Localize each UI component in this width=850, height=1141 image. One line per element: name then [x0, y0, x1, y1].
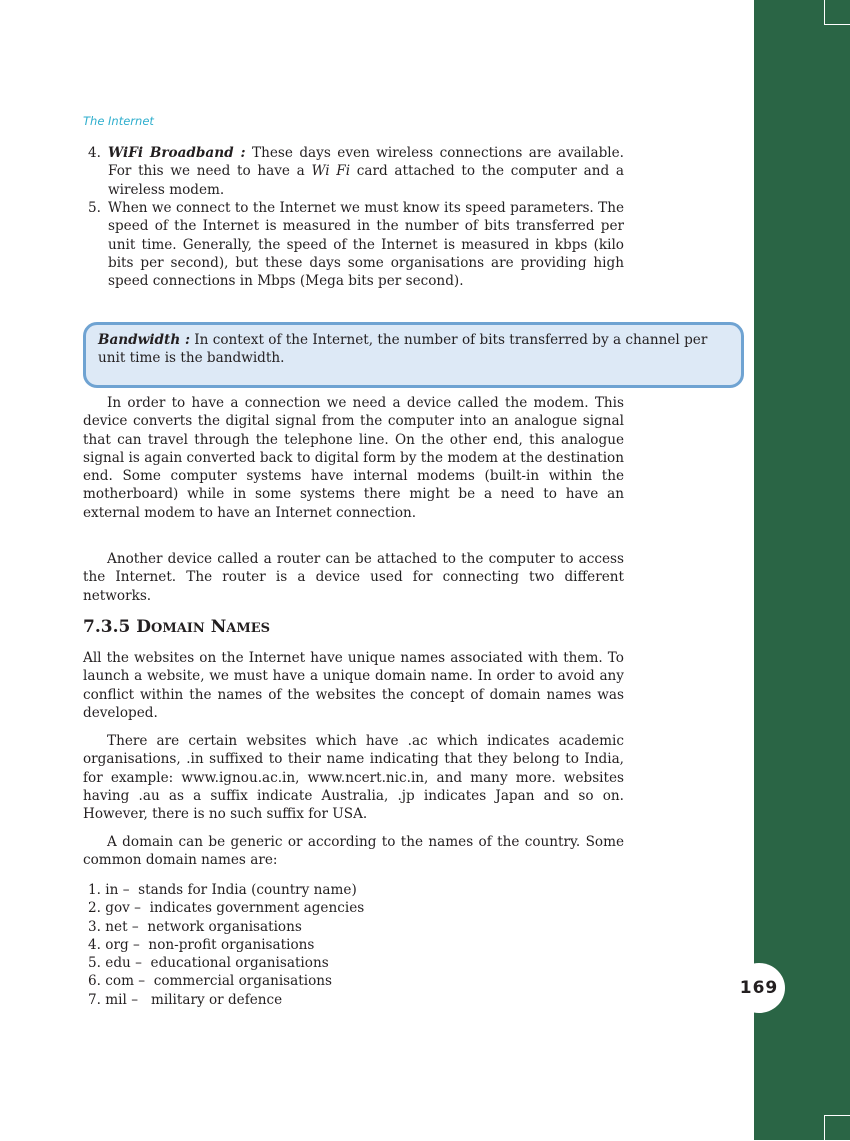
- list-item: 3. net – network organisations: [88, 918, 302, 935]
- list-item-wifi-broadband: [108, 144, 624, 199]
- section-title-part: AMES: [226, 621, 271, 636]
- paragraph-domain-types: A domain can be generic or according to the names of the country. Some common domain names are:: [83, 834, 624, 869]
- paragraph-suffixes: There are certain websites which have .ac which indicates academic organisations, .in suffixed to their name indicating that they belong to India, for example: www.ignou.ac.in, www.ncert.nic.in, and many more. websites having .au as a suffix indicate Australia, .jp indicates Japan and so on. However, there is no such suffix for USA.: [83, 733, 624, 823]
- item-text: These days even wireless connections are available. For this we need to have a: [108, 145, 624, 180]
- paragraph-modem: In order to have a connection we need a device called the modem. This device converts the digital signal from the computer into an analogue signal that can travel through the telephone line. On the other end, this analogue signal is again converted back to digital form by the modem at the destination end. Some computer systems have internal modems (built-in within the motherboard) while in some systems there might be a need to have an external modem to have an Internet connection.: [83, 395, 624, 521]
- page-number: 169: [733, 963, 785, 1013]
- list-item: 2. gov – indicates government agencies: [88, 900, 365, 917]
- section-heading: [83, 617, 270, 637]
- domain-list: [88, 881, 364, 1009]
- section-number: 7.3.5: [83, 617, 131, 637]
- term-wifi-broadband: WiFi Broadband :: [108, 145, 246, 161]
- definition-body: In context of the Internet, the number of bits transferred by a channel per unit time is the bandwidth.: [98, 332, 708, 367]
- definition-box: [83, 322, 744, 388]
- list-item: 5. edu – educational organisations: [88, 955, 329, 972]
- definition-term: Bandwidth :: [98, 332, 190, 348]
- item-text: card attached to the computer and a wireless modem.: [108, 163, 624, 198]
- list-item: 6. com – commercial organisations: [88, 973, 332, 990]
- section-title-part: D: [136, 617, 151, 637]
- section-title-part: OMAIN: [151, 621, 205, 636]
- paragraph-domain-intro: All the websites on the Internet have unique names associated with them. To launch a website, we must have a unique domain name. In order to avoid any conflict within the names of the websites the concept of domain names was developed.: [83, 650, 624, 721]
- list-item: 1. in – stands for India (country name): [88, 882, 357, 898]
- list-item: 7. mil – military or defence: [88, 991, 283, 1008]
- list-item-speed: When we connect to the Internet we must know its speed parameters. The speed of the Internet is measured in the number of bits transferred per unit time. Generally, the speed of the Internet is measured in kbps (kilo bits per second), but these days some organisations are providing high speed connections in Mbps (Mega bits per second).: [108, 200, 624, 290]
- running-head: The Internet: [83, 114, 154, 128]
- crop-mark-top: [824, 0, 850, 25]
- section-title-part: N: [210, 617, 227, 637]
- crop-mark-bottom: [824, 1115, 850, 1141]
- list-number: 5.: [88, 200, 101, 216]
- list-item: 4. org – non-profit organisations: [88, 936, 315, 953]
- definition-text: [98, 331, 729, 368]
- paragraph-router: Another device called a router can be attached to the computer to access the Internet. The router is a device used for connecting two different networks.: [83, 551, 624, 604]
- list-number: 4.: [88, 145, 101, 161]
- wifi-word: Wi Fi: [311, 163, 351, 180]
